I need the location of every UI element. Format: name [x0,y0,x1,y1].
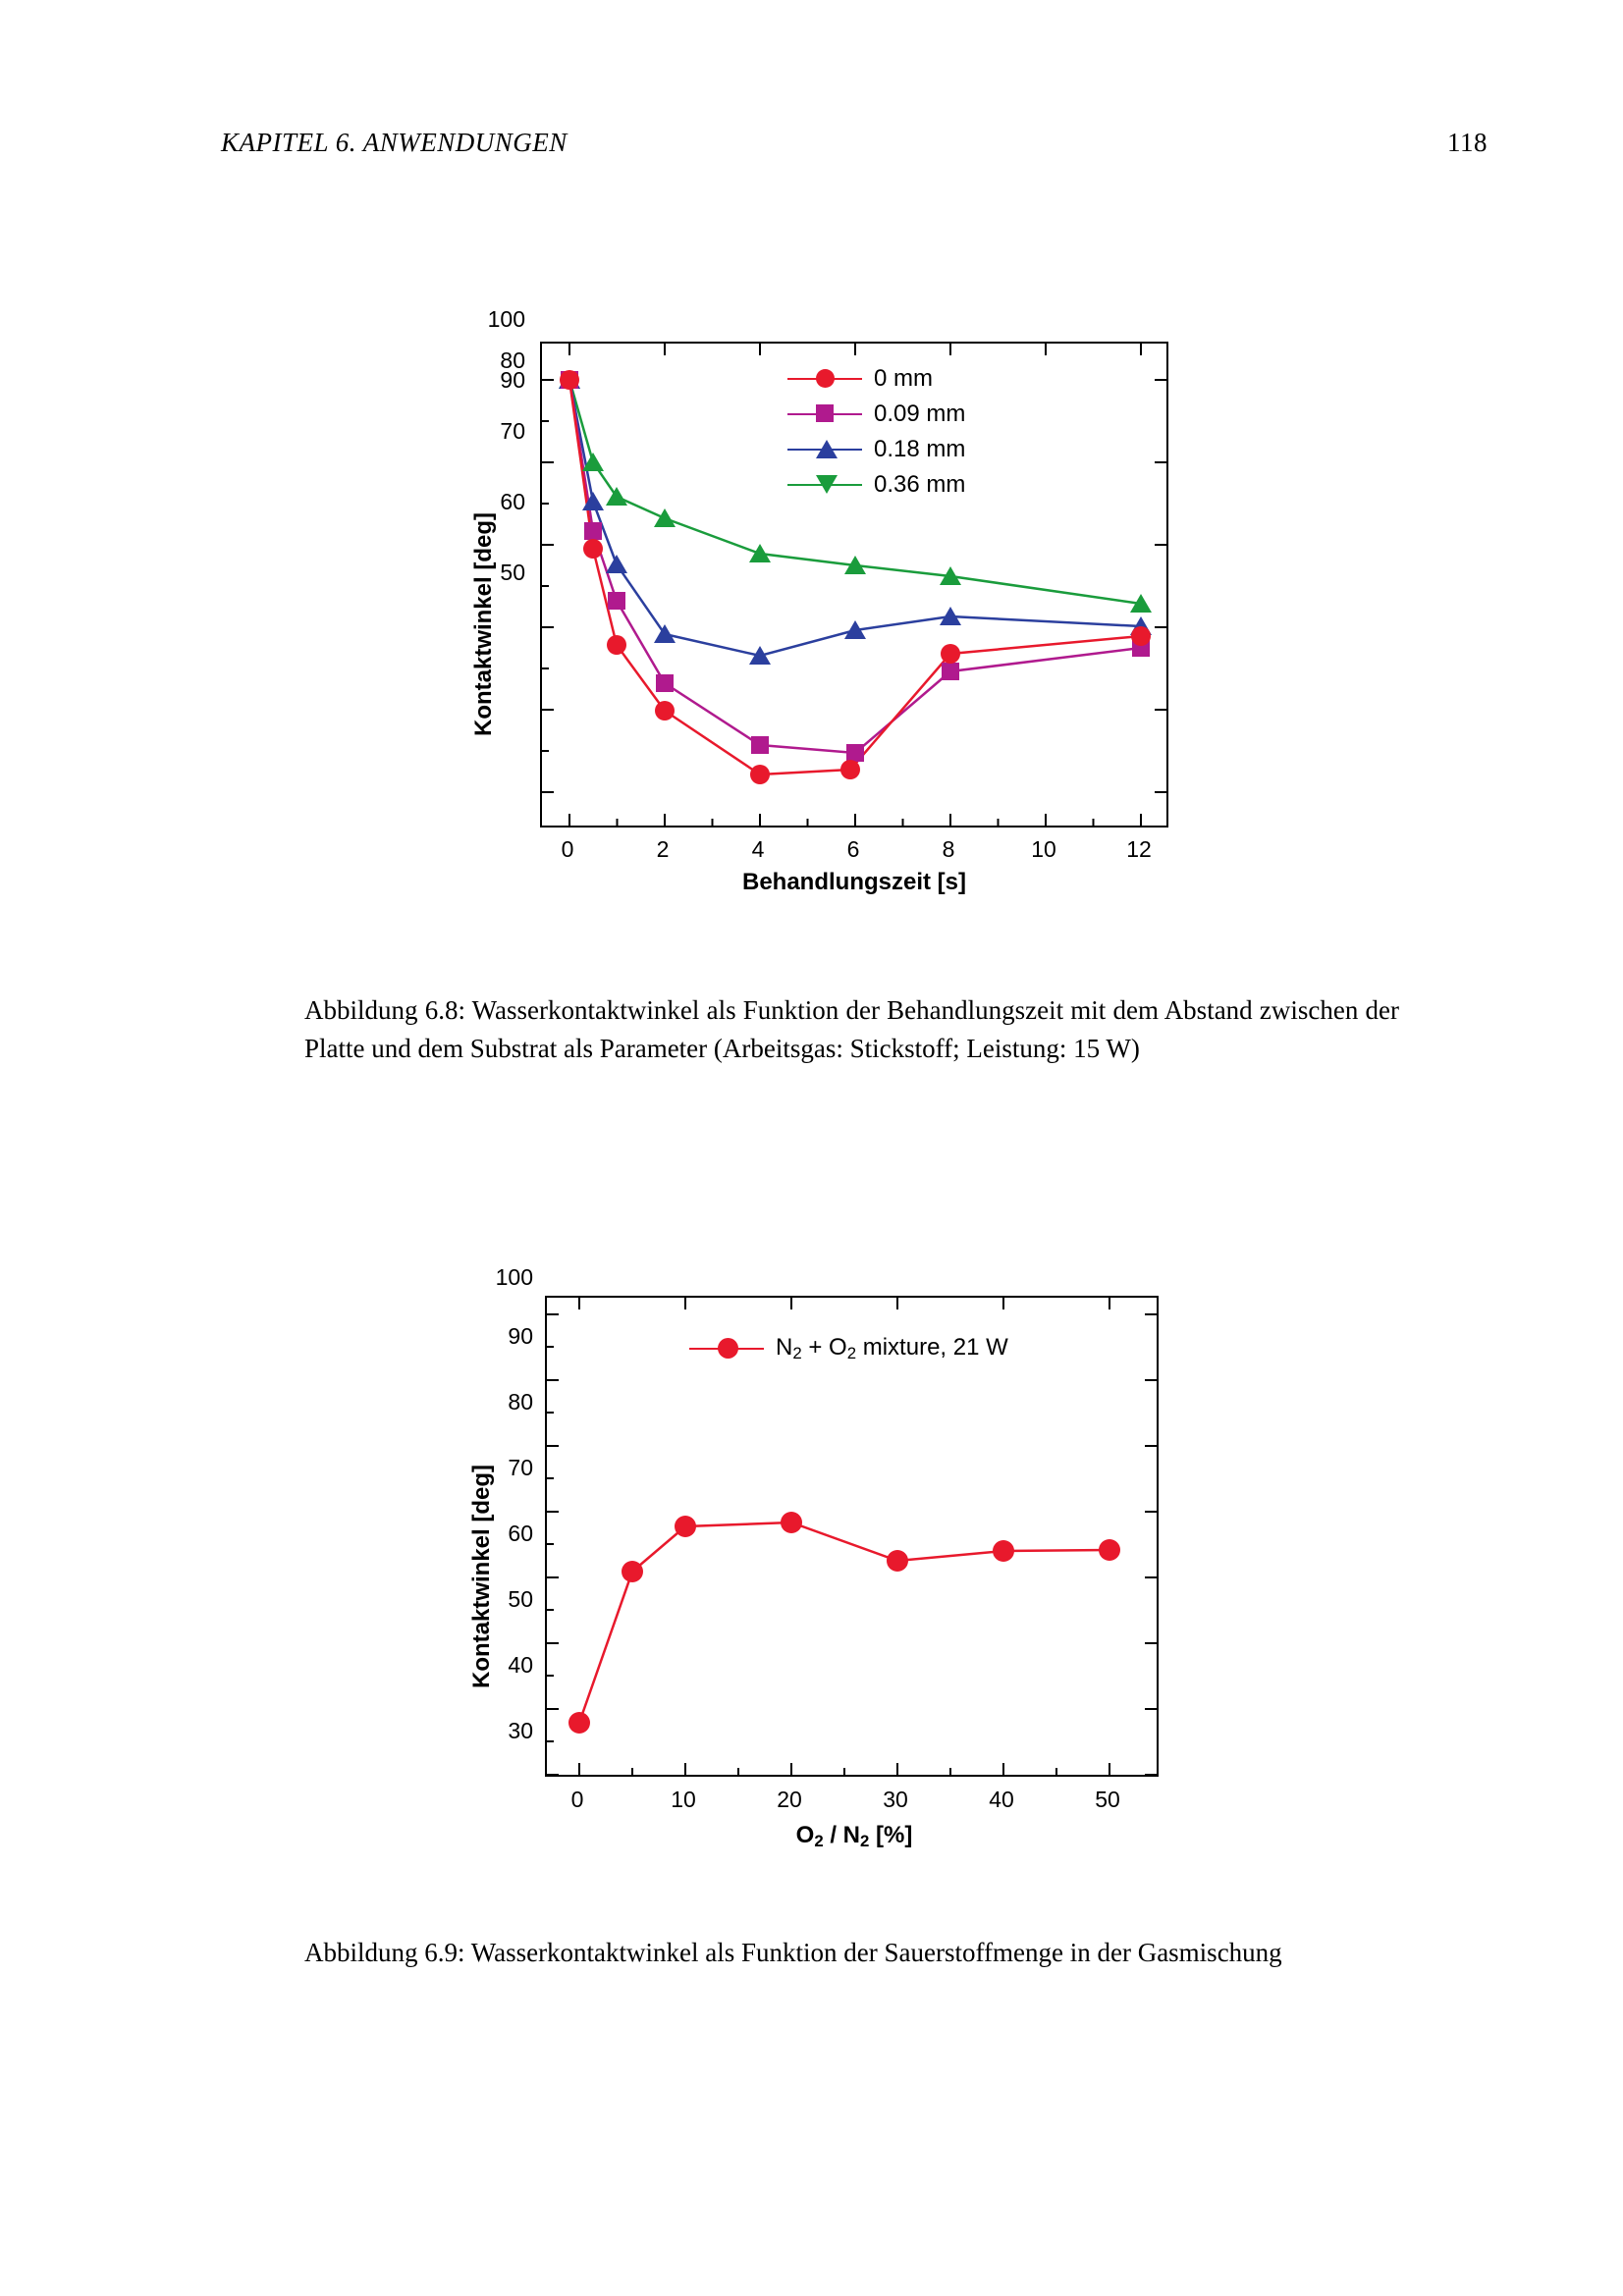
chart1-legend-item-036mm [787,467,965,503]
chapter-title: KAPITEL 6. ANWENDUNGEN [221,128,568,157]
chart1-x-axis-label: Behandlungszeit [s] [741,869,966,895]
chart1-y-axis-label: Kontaktwinkel [deg] [470,511,497,736]
chart1-legend [787,361,965,503]
chart1-legend-label-036mm: 0.36 mm [874,471,966,498]
chart2-ytick-60: 60 [508,1521,533,1546]
chart2-ytick-90: 90 [508,1323,533,1349]
chart2-ytick-40: 40 [508,1652,533,1678]
chart2-ytick-70: 70 [508,1455,533,1480]
chart1-xtick-10: 10 [1031,836,1056,862]
figure-6-9 [447,1264,1193,1865]
chart1-legend-item-009mm [787,397,965,432]
chart1-xtick-0: 0 [561,836,574,862]
figure-6-9-caption: Abbildung 6.9: Wasserkontaktwinkel als Funktion der Sauerstoffmenge in der Gasmischung [304,1938,1282,1967]
chart1-legend-item-0mm [787,361,965,397]
chart1-ytick-50: 50 [500,560,525,585]
chart2-series-line [579,1522,1109,1723]
chart2-y-axis-label: Kontaktwinkel [deg] [468,1464,495,1688]
chart2-x-axis-label: $O_2 / N_2$ [%] [795,1822,913,1851]
chart2-ytick-100: 100 [495,1264,533,1290]
chart2-ytick-30: 30 [508,1718,533,1743]
running-head [221,128,1488,158]
chart2-ytick-80: 80 [508,1389,533,1415]
chart1-plot-area [540,342,1168,828]
chart1-xtick-8: 8 [942,836,955,862]
chart1-ytick-80: 80 [500,347,525,373]
chart2-svg [547,1298,1157,1775]
chart2-legend [689,1331,1008,1366]
chart-contact-angle-vs-time [447,306,1193,913]
chart1-xtick-12: 12 [1126,836,1152,862]
figure-6-8-caption: Abbildung 6.8: Wasserkontaktwinkel als Funktion der Behandlungszeit mit dem Abstand zwischen der Platte und dem Substrat als Parameter (Arbeitsgas: Stickstoff; Leistung: 15 W) [304,995,1399,1064]
chart2-legend-marker [689,1339,764,1359]
chart-contact-angle-vs-oxygen [447,1264,1193,1865]
chart2-xtick-20: 20 [777,1787,802,1812]
chart2-xtick-0: 0 [570,1787,584,1812]
chart1-ytick-70: 70 [500,418,525,444]
chart1-ytick-60: 60 [500,489,525,514]
chart2-xtick-40: 40 [989,1787,1014,1812]
page-number: 118 [1447,128,1488,157]
chart2-series-markers [568,1512,1120,1734]
chart1-xtick-6: 6 [846,836,860,862]
chart1-legend-label-018mm: 0.18 mm [874,436,966,462]
chart1-legend-marker-036mm [787,475,862,495]
chart2-xtick-30: 30 [883,1787,908,1812]
chart1-xtick-2: 2 [656,836,670,862]
chart2-plot-area [545,1296,1159,1777]
figure-6-8 [447,306,1193,913]
chart1-legend-marker-018mm [787,440,862,459]
chart2-legend-label: $N_2 + O_2$ mixture, 21 W [776,1333,1008,1363]
chart2-legend-item [689,1331,1008,1366]
chart1-xtick-4: 4 [751,836,765,862]
chart1-legend-marker-009mm [787,404,862,424]
chart2-ytick-50: 50 [508,1586,533,1612]
chart1-ytick-100: 100 [487,306,525,332]
chart1-legend-marker-0mm [787,369,862,389]
chart1-ytick-90: 90 [500,367,525,393]
chart1-legend-item-018mm [787,432,965,467]
chart2-xtick-50: 50 [1095,1787,1120,1812]
chart1-legend-label-009mm: 0.09 mm [874,400,966,427]
chart2-xtick-10: 10 [671,1787,696,1812]
chart1-legend-label-0mm: 0 mm [874,365,933,392]
